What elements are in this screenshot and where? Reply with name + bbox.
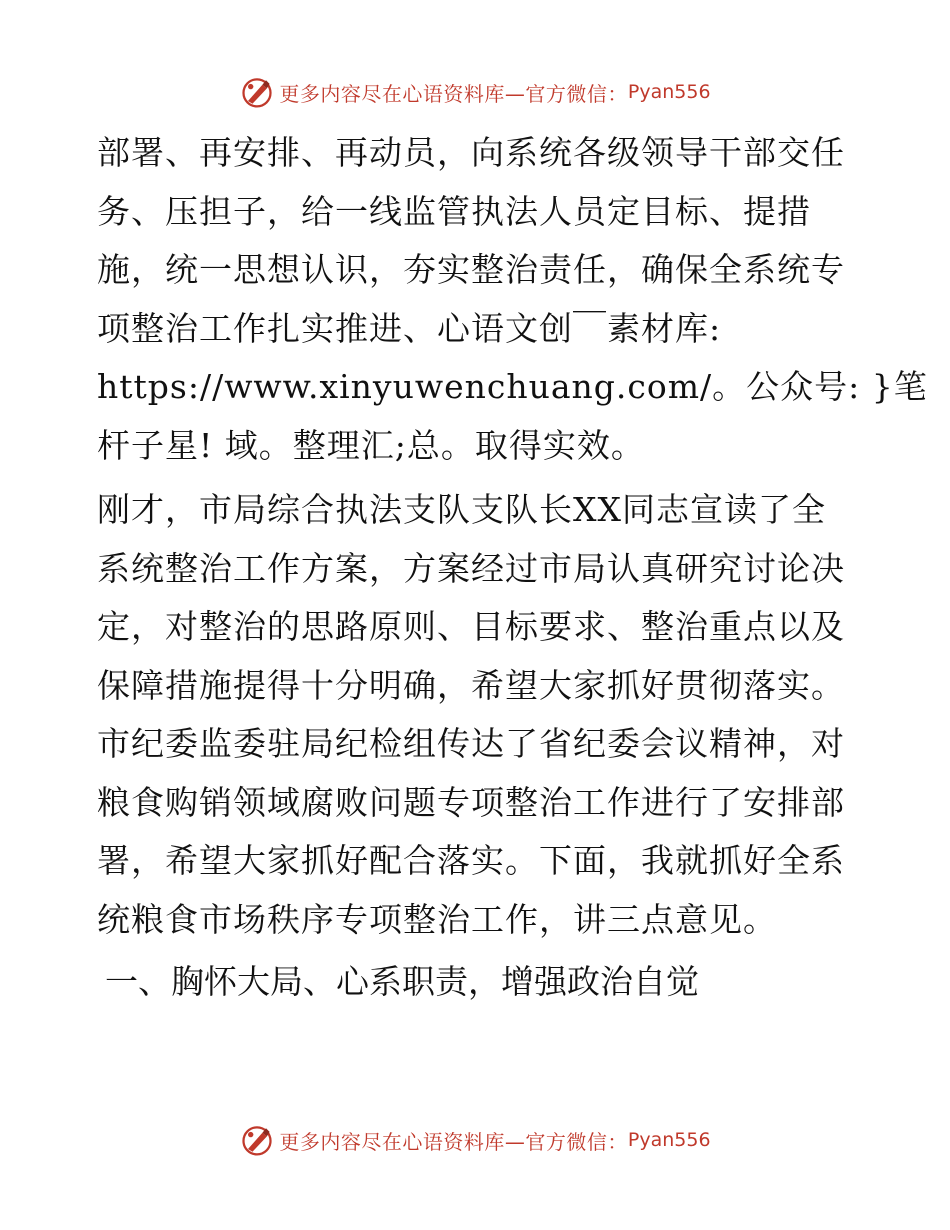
text-line: 保障措施提得十分明确，希望大家抓好贯彻落实。: [97, 665, 845, 705]
section-heading: 一、胸怀大局、心系职责，增强政治自觉: [105, 962, 699, 1001]
text-line: 杆子星! 域。整理汇;总。取得实效。: [97, 425, 645, 465]
paragraph-1: [97, 124, 928, 475]
text-line: 务、压担子，给一线监管执法人员定目标、提措: [97, 191, 811, 231]
banner-contact: Pyan556: [627, 81, 711, 103]
banner-text: 更多内容尽在心语资料库—官方微信：: [279, 81, 628, 106]
text-line: 粮食购销领域腐败问题专项整治工作进行了安排部: [97, 782, 845, 822]
text-line: 施，统一思想认识，夯实整治责任，确保全系统专: [97, 250, 845, 289]
footer-watermark: [0, 1120, 950, 1160]
text-line: 定，对整治的思路原则、目标要求、整治重点以及: [97, 607, 845, 646]
text-line: 部署、再安排、再动员，向系统各级领导干部交任: [97, 133, 845, 172]
banner-text: 更多内容尽在心语资料库—官方微信：: [279, 1129, 628, 1154]
header-watermark: [0, 72, 950, 112]
pen-logo-icon: [239, 74, 275, 110]
text-line: 统粮食市场秩序专项整治工作，讲三点意见。: [97, 899, 777, 939]
text-line: 项整治工作扎实推进、心语文创￣素材库:: [97, 308, 722, 348]
paragraph-2: [97, 481, 857, 949]
text-line: 市纪委监委驻局纪检组传达了省纪委会议精神，对: [97, 724, 845, 763]
text-line: 系统整治工作方案，方案经过市局认真研究讨论决: [97, 548, 845, 588]
document-body: [97, 124, 928, 1011]
text-line: 刚才，市局综合执法支队支队长XX同志宣读了全: [97, 490, 826, 529]
text-line: 署，希望大家抓好配合落实。下面，我就抓好全系: [97, 841, 845, 880]
banner-contact: Pyan556: [627, 1129, 711, 1151]
pen-logo-icon: [239, 1122, 275, 1158]
url-text-line: https://www.xinyuwenchuang.com/。公众号: }笔: [97, 367, 928, 406]
